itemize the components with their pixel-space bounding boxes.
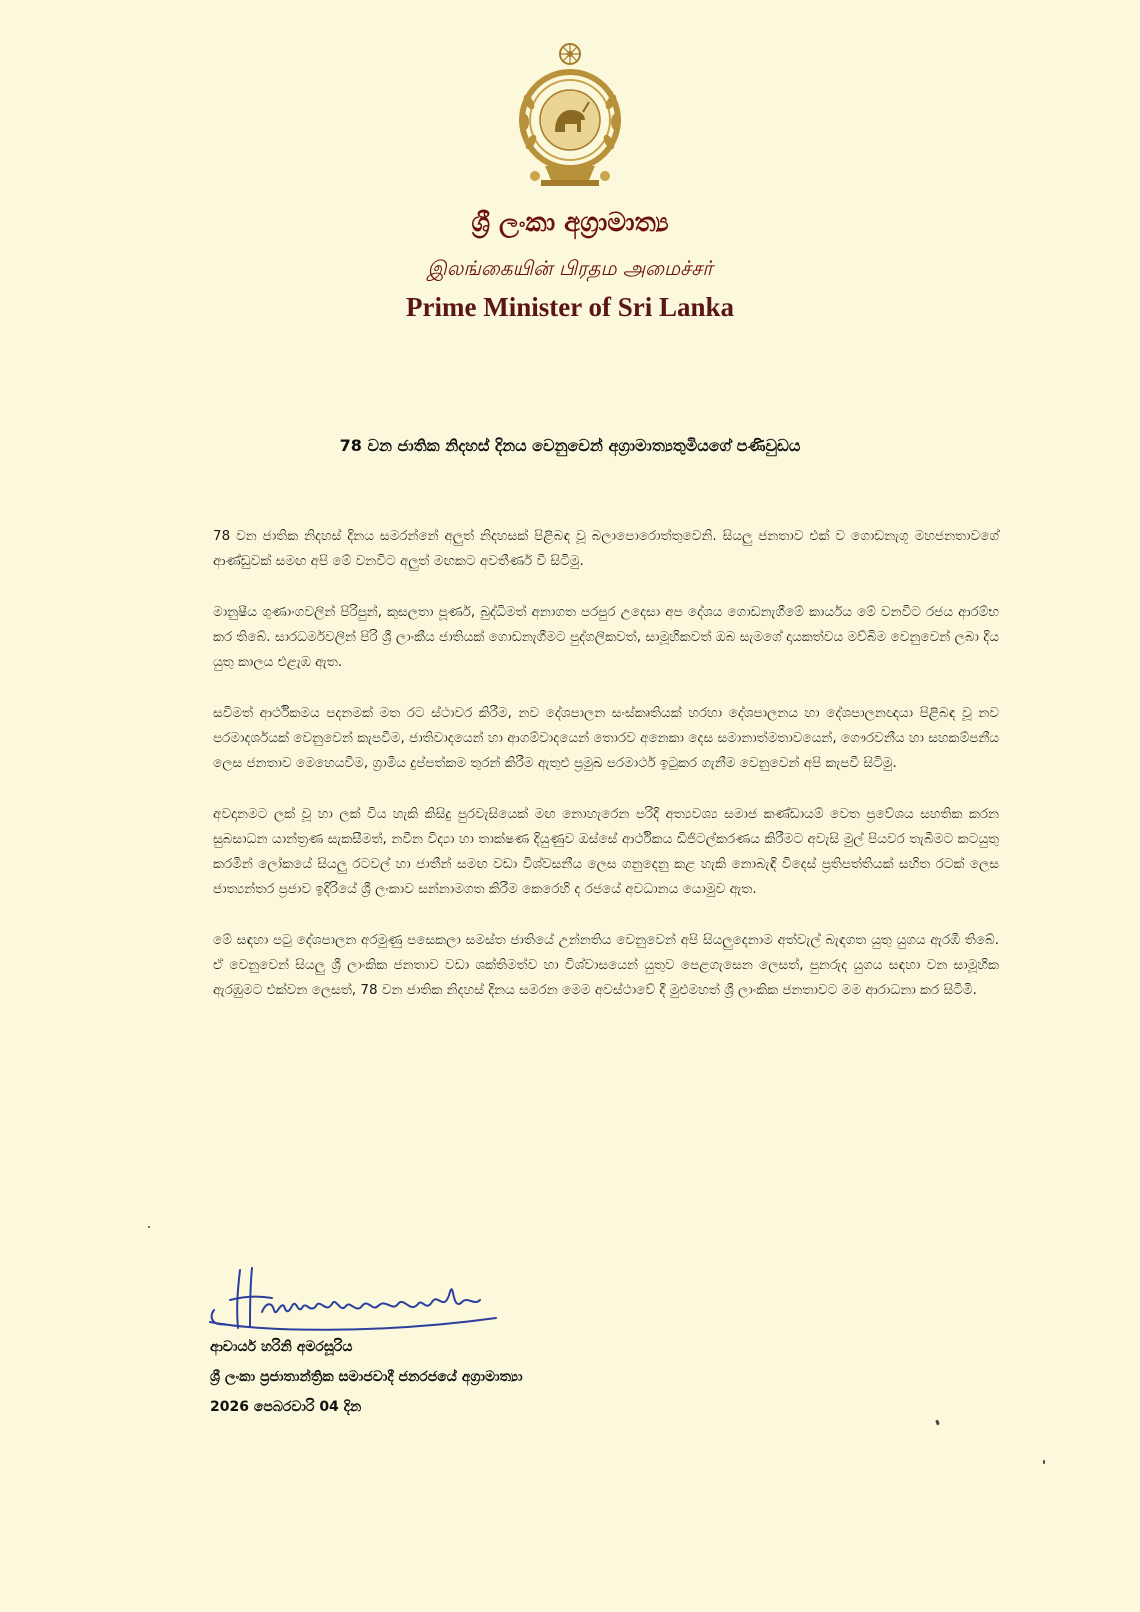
paragraph-4: අවදානමට ලක් වූ හා ලක් විය හැකි කිසිදු පුරවැසියෙක් මඟ නොහැරෙන පරිදි අත්‍යවශ්‍ය සමාජ කණ්ඩායම් වෙත ප්‍රවේශය සහතික කරන සුබසාධන යාන්ත්‍රණ සැකසීමත්, නවීන විද්‍යා හා තාක්ෂණ දියුණුව ඔස්සේ ආර්ථිකය ඩිජිටල්කරණය කිරීමට අවැසි මුල් පියවර තැබීමට කටයුතු කරමින් ලෝකයේ සියලු රටවල් හා ජාතීන් සමඟ වඩා විශ්වසනීය ලෙස ගනුදෙනු කළ හැකි නොබැඳි විදෙස් ප්‍රතිපත්තියක් සහිත රටක් ලෙස ජාත්‍යන්තර ප්‍රජාව ඉදිරියේ ශ්‍රී ලංකාව සන්නාමගත කිරීම කෙරෙහි ද රජයේ අවධානය යොමුව ඇත. <box>213 806 999 897</box>
signatory-name: ආචාර්ය හරිනි අමරසූරිය <box>210 1339 353 1355</box>
paragraph-1: 78 වන ජාතික නිදහස් දිනය සමරන්නේ අලුත් නිදහසක් පිළිබඳ වූ බලාපොරොත්තුවෙනි. සියලු ජනතාව එක් ව ගොඩනැගූ මහජනතාවගේ ආණ්ඩුවක් සමඟ අපි මේ වනවිට අලුත් මඟකට අවතීර්ණ වී සිටිමු. <box>213 528 999 569</box>
letterhead-english: Prime Minister of Sri Lanka <box>406 292 734 322</box>
letterhead-tamil: இலங்கையின் பிரதம அமைச்சர் <box>427 256 713 280</box>
document-body <box>213 524 999 1029</box>
signatory-block <box>210 1332 523 1422</box>
paragraph-5: මේ සඳහා පටු දේශපාලන අරමුණු පසෙකලා සමස්ත ජාතියේ උන්නතිය වෙනුවෙන් අපි සියලුදෙනාම අත්වැල් බැඳගත යුතු යුගය ඇරඹී තිබේ. ඒ වෙනුවෙන් සියලු ශ්‍රී ලාංකික ජනතාව වඩා ශක්තිමත්ව හා විශ්වාසයෙන් යුතුව පෙළගැසෙන ලෙසත්, පුනරුද යුගය සඳහා වන සාමූහික ඇරඹුමට එක්වන ලෙසත්, 78 වන ජාතික නිදහස් දිනය සමරන මෙම අවස්ථාවේ දී මුළුමහත් ශ්‍රී ලාංකික ජනතාවට මම ආරාධනා කර සිටිමි. <box>213 932 999 998</box>
paragraph-2: මානුෂීය ගුණාංගවලින් පිරිපුන්, කුසලතා පූර්ණ, බුද්ධිමත් අනාගත පරපුර උදෙසා අප දේශය ගොඩනැගීමේ කාර්යය මේ වනවිට රජය ආරම්භ කර තිබේ. සාරධර්මවලින් පිරි ශ්‍රී ලාංකීය ජාතියක් ගොඩනැගීමට පුද්ගලිකවත්, සාමූහිකවත් ඔබ සැමගේ දායකත්වය මව්බිම වෙනුවෙන් ලබා දිය යුතු කාලය එළැඹ ඇත. <box>213 604 999 670</box>
handwritten-signature <box>200 1262 510 1332</box>
letterhead-sinhala: ශ්‍රී ලංකා අග්‍රාමාත්‍ය <box>471 208 669 238</box>
signatory-position: ශ්‍රී ලංකා ප්‍රජාතාන්ත්‍රික සමාජවාදී ජනරජයේ අග්‍රාමාත්‍යා <box>210 1369 523 1385</box>
sri-lanka-emblem-icon <box>515 40 625 190</box>
paper-speck <box>935 1420 940 1426</box>
paper-speck <box>1043 1460 1045 1464</box>
paper-speck <box>148 1226 150 1228</box>
document-title: 78 වන ජාතික නිදහස් දිනය වෙනුවෙන් අග්‍රාමාත්‍යතුමියගේ පණිවුඩය <box>339 436 801 455</box>
letter-date: 2026 පෙබරවාරි 04 දින <box>210 1399 362 1415</box>
paragraph-3: සවිමත් ආර්ථිකමය පදනමක් මත රට ස්ථාවර කිරීම, නව දේශපාලන සංස්කෘතියක් හරහා දේශපාලනය හා දේශපාලනඥයා පිළිබඳ වූ නව පරමාදර්ශයක් වෙනුවෙන් කැපවීම, ජාතිවාදයෙන් හා ආගම්වාදයෙන් තොරව අනෙකා දෙස සමානාත්මතාවයෙන්, ගෞරවනීය හා සහකම්පනීය ලෙස ජනතාව මෙහෙයවීම, ග්‍රාමීය දුප්පත්කම තුරන් කිරීම ඇතුළු ප්‍රමුඛ පරමාර්ථ ඉටුකර ගැනීම වෙනුවෙන් අපි කැපවී සිටිමු. <box>213 705 1000 771</box>
